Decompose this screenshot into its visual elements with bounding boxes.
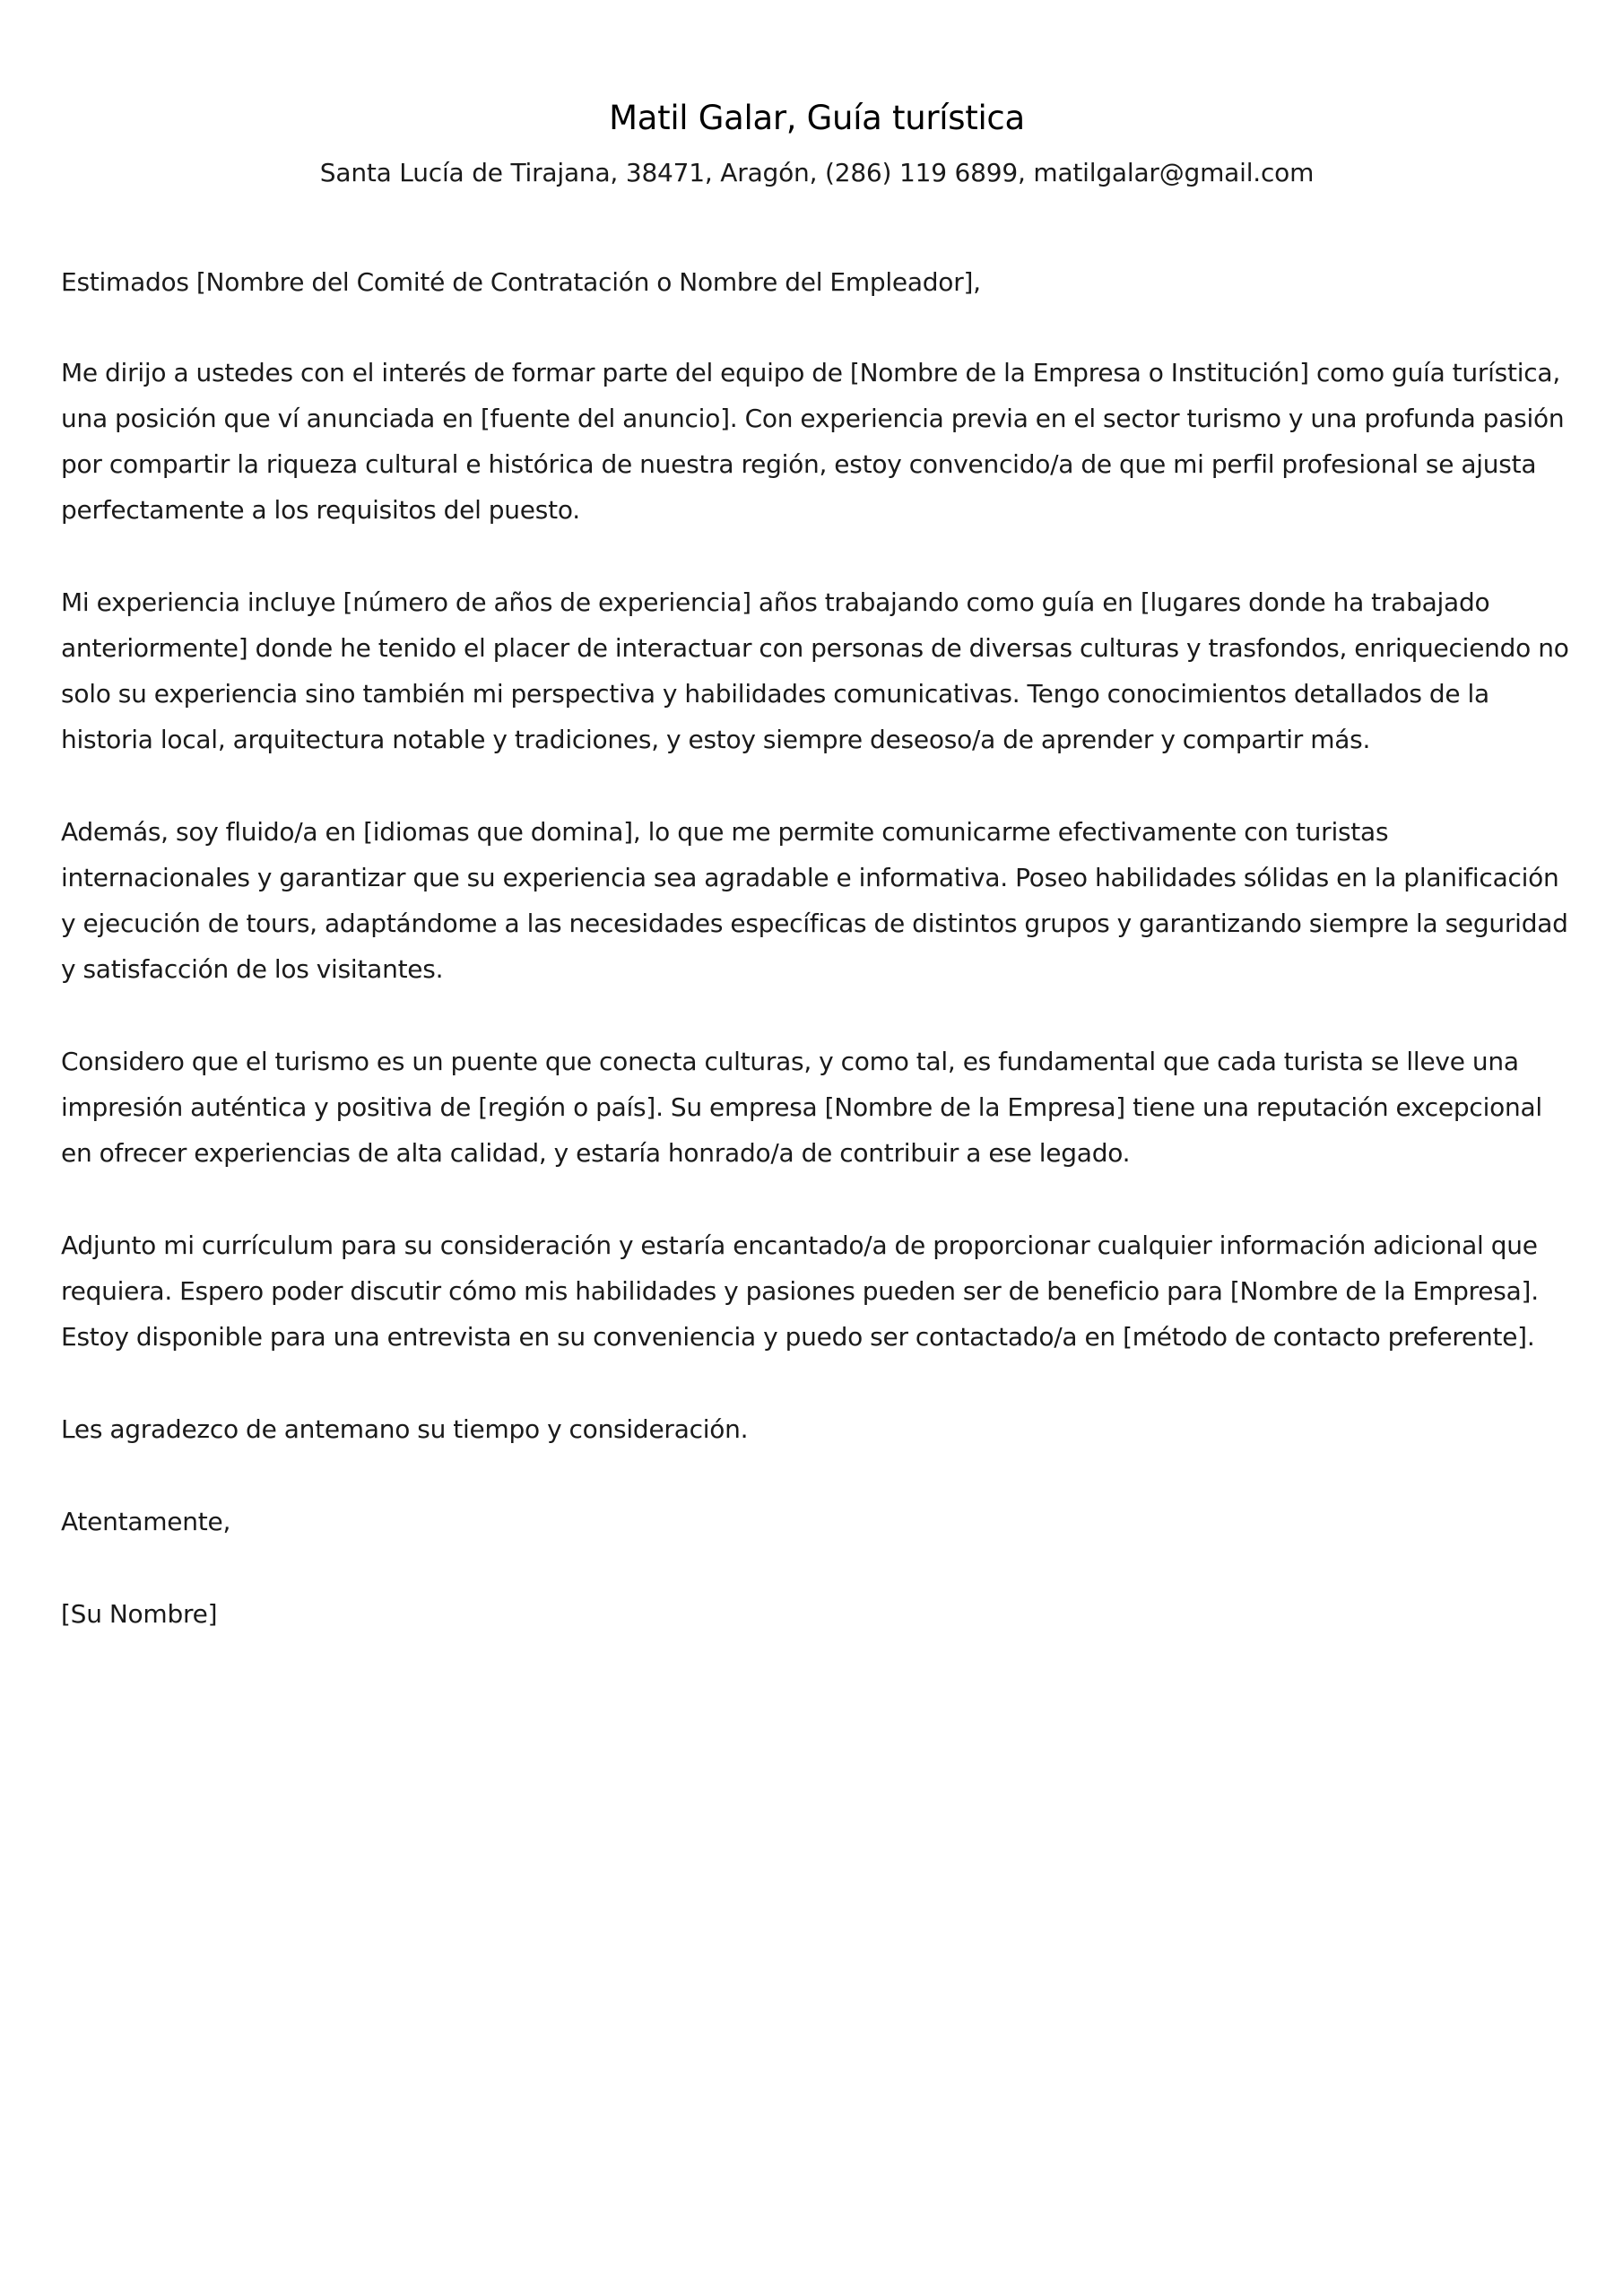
closing: Atentamente,	[61, 1507, 231, 1536]
applicant-name-title: Matil Galar, Guía turística	[609, 99, 1025, 137]
paragraph-languages: Además, soy fluido/a en [idiomas que domina], lo que me permite comunicarme efectivamente con turistas internacionales y garantizar que su experiencia sea agradable e informativa. Poseo habilidades sólidas en la planificación y ejecución de tours, adaptándome a las necesidades específicas de distintos grupos y garantizando siempre la seguridad y satisfacción de los visitantes.	[61, 817, 1568, 984]
contact-info: Santa Lucía de Tirajana, 38471, Aragón, (286) 119 6899, matilgalar@gmail.com	[319, 158, 1315, 187]
paragraph-thanks: Les agradezco de antemano su tiempo y consideración.	[61, 1414, 749, 1444]
paragraph-intro: Me dirijo a ustedes con el interés de formar parte del equipo de [Nombre de la Empresa o Institución] como guía turística, una posición que ví anunciada en [fuente del anuncio]. Con experiencia previa en el sector turismo y una profunda pasión por compartir la riqueza cultural e histórica de nuestra región, estoy convencido/a de que mi perfil profesional se ajusta perfectamente a los requisitos del puesto.	[61, 358, 1565, 525]
signature: [Su Nombre]	[61, 1599, 218, 1629]
paragraph-motivation: Considero que el turismo es un puente que conecta culturas, y como tal, es fundamental que cada turista se lleve una impresión auténtica y positiva de [región o país]. Su empresa [Nombre de la Empresa] tiene una reputación excepcional en ofrecer experiencias de alta calidad, y estaría honrado/a de contribuir a ese legado.	[61, 1047, 1542, 1168]
paragraph-experience: Mi experiencia incluye [número de años de experiencia] años trabajando como guía en [lugares donde ha trabajado anteriormente] donde he tenido el placer de interactuar con personas de diversas culturas y trasfondos, enriqueciendo no solo su experiencia sino también mi perspectiva y habilidades comunicativas. Tengo conocimientos detallados de la historia local, arquitectura notable y tradiciones, y estoy siempre deseoso/a de aprender y compartir más.	[61, 587, 1569, 754]
salutation: Estimados [Nombre del Comité de Contratación o Nombre del Empleador],	[61, 267, 981, 297]
letter-header	[61, 94, 1573, 191]
letter-body	[61, 259, 1573, 1637]
paragraph-attachment: Adjunto mi currículum para su consideración y estaría encantado/a de proporcionar cualquier información adicional que requiera. Espero poder discutir cómo mis habilidades y pasiones pueden ser de beneficio para [Nombre de la Empresa]. Estoy disponible para una entrevista en su conveniencia y puedo ser contactado/a en [método de contacto preferente].	[61, 1231, 1539, 1352]
